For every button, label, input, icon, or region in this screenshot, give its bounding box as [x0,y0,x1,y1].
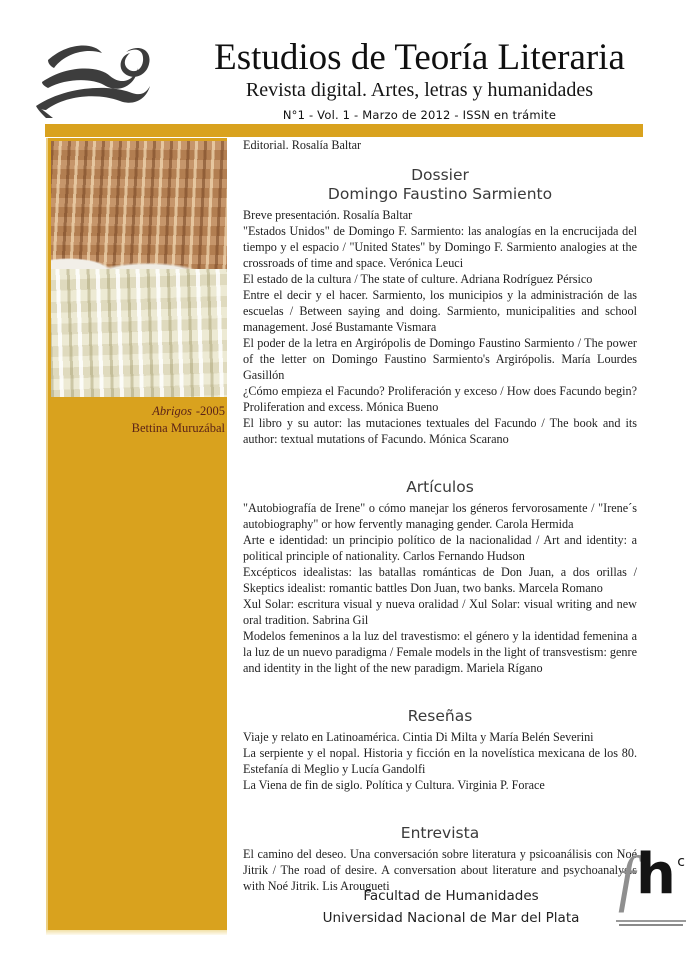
sidebar [46,138,227,930]
logo-fine-print-lines [616,918,686,926]
artwork-title: Abrigos [152,404,192,418]
artwork-fur-top-panel [51,141,227,269]
footer-institution [243,886,637,929]
toc-entry: La serpiente y el nopal. Historia y ficción en la novelística mexicana de los 80. Estefanía di Meglio y Lucía Gandolfi [243,746,637,776]
artwork-year: -2005 [195,404,225,418]
artwork-artist: Bettina Muruzábal [131,421,225,435]
section-subheading: Domingo Faustino Sarmiento [327,185,553,203]
artwork-image [51,141,227,397]
journal-subtitle: Revista digital. Artes, letras y humanidades [245,79,594,101]
journal-header [150,38,689,123]
toc-entry: Modelos femeninos a la luz del travestismo: el género y la identidad femenina a la luz de un nuevo paradigma / Female models in the light of transvestism: genre and identity in the light of the new paradigm. Mariela Rígano [243,629,637,675]
table-of-contents [243,134,637,894]
toc-entry: Arte e identidad: un principio político de la nacionalidad / Art and identity: a political principle of nationality. Carlos Fernando Hudson [243,533,637,563]
toc-section-1 [243,166,637,447]
toc-entry: Breve presentación. Rosalía Baltar [243,208,413,222]
sidebar-bottom-fade [46,930,227,935]
section-heading: Dossier [411,166,469,184]
toc-entry: El libro y su autor: las mutaciones textuales del Facundo / The book and its author: textual mutations of Facundo. Mónica Scarano [243,416,637,446]
section-heading: Reseñas [407,707,473,725]
toc-entry: Viaje y relato en Latinoamérica. Cintia Di Milta y María Belén Severini [243,730,594,744]
toc-entry: Xul Solar: escritura visual y nueva oralidad / Xul Solar: visual writing and new oral tradition. Sabrina Gil [243,597,637,627]
toc-entry: El estado de la cultura / The state of culture. Adriana Rodríguez Pérsico [243,272,593,286]
issue-line: N°1 - Vol. 1 - Marzo de 2012 - ISSN en trámite [282,108,557,122]
journal-title: Estudios de Teoría Literaria [214,37,625,78]
footer-university: Universidad Nacional de Mar del Plata [322,909,580,926]
calligraphic-swirl-icon [34,40,152,118]
toc-entry: La Viena de fin de siglo. Política y Cultura. Virginia P. Forace [243,778,545,792]
artwork-fur-bottom-panel [51,269,227,397]
toc-entry: Entre el decir y el hacer. Sarmiento, los municipios y la administración de las escuelas / Between saying and doing. Sarmiento, municipalities and school management. José Bustamante Vismara [243,288,637,334]
toc-entry: El camino del deseo. Una conversación sobre literatura y psicoanálisis con Noé Jitrik / The road of desire. A conversation about literature and psychoanalysis with Noé Jitrik. Lis Arougueti [243,847,637,893]
toc-section-2 [243,478,637,676]
facultad-humanidades-fh-icon [614,842,688,932]
toc-entry: El poder de la letra en Argirópolis de Domingo Faustino Sarmiento / The power of the letter on Domingo Faustino Sarmiento's Argirópolis. María Lourdes Gasillón [243,336,637,382]
section-heading: Entrevista [400,824,480,842]
logo-letter-f: f [618,845,636,913]
artwork-caption [48,403,227,437]
toc-sections [243,166,637,894]
toc-section-3 [243,707,637,793]
artwork-caption-line1 [48,403,225,420]
toc-entry: "Autobiografía de Irene" o cómo manejar los géneros fervorosamente / "Irene´s autobiography" or how fervently managing gender. Carola Hermida [243,501,637,531]
editorial-entry: Editorial. Rosalía Baltar [243,138,362,152]
toc-entry: ¿Cómo empieza el Facundo? Proliferación y exceso / How does Facundo begin? Proliferation and excess. Mónica Bueno [243,384,637,414]
logo-letter-h: h [636,842,676,907]
logo-superscript-c: c [677,854,685,870]
toc-entry: Excépticos idealistas: las batallas románticas de Don Juan, a dos orillas / Skeptics idealist: romantic battles Don Juan, two banks. Marcela Romano [243,565,637,595]
toc-section-4 [243,824,637,894]
section-heading: Artículos [406,478,474,496]
toc-entry: "Estados Unidos" de Domingo F. Sarmiento: las analogías en la encrucijada del tiempo y el espacio / "United States" by Domingo F. Sarmiento analogies at the crossroads of time and space. Verónica Leuci [243,224,637,270]
footer-faculty: Facultad de Humanidades [363,888,539,904]
